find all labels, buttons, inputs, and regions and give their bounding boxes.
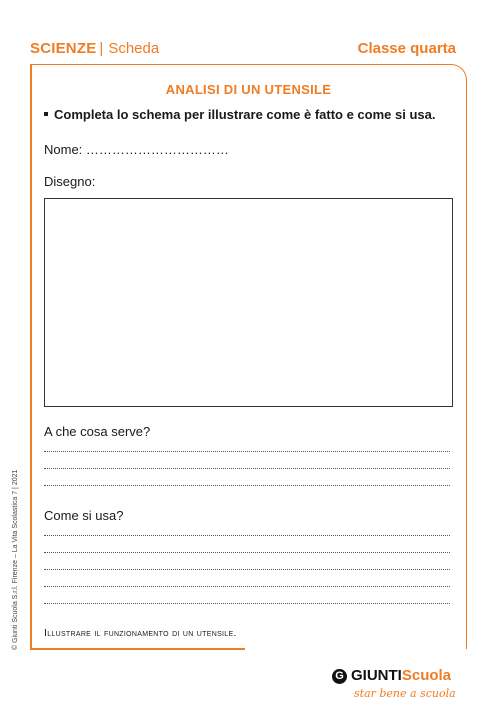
answer-line[interactable] [44, 569, 450, 570]
worksheet-brand [30, 40, 159, 57]
answer-line[interactable] [44, 451, 450, 452]
instruction [44, 107, 435, 122]
footer-note: Illustrare il funzionamento di un utensile. [44, 627, 237, 639]
instruction-text: Completa lo schema per illustrare come è fatto e come si usa. [54, 107, 436, 122]
worksheet-title: ANALISI DI UN UTENSILE [165, 82, 332, 97]
purpose-question: A che cosa serve? [44, 424, 151, 439]
name-field[interactable] [44, 142, 229, 157]
subject-label: SCIENZE [30, 40, 97, 57]
grade-label: Classe quarta [357, 40, 456, 57]
page-header [30, 38, 456, 64]
usage-question: Come si usa? [44, 508, 124, 523]
answer-line[interactable] [44, 586, 450, 587]
bullet-icon [44, 112, 48, 116]
drawing-label: Disegno: [44, 174, 96, 189]
name-label: Nome: [44, 142, 83, 157]
answer-line[interactable] [44, 485, 450, 486]
logo-word-scuola: Scuola [401, 667, 452, 684]
header-separator: | [99, 40, 104, 57]
drawing-box[interactable] [44, 198, 453, 407]
publisher-logo [332, 667, 456, 707]
frame-left-border [30, 64, 32, 649]
logo-word-giunti: GIUNTI [351, 667, 402, 684]
logo-wordmark [351, 667, 451, 684]
logo-g-icon: G [332, 669, 347, 684]
frame-bottom-border [30, 648, 245, 650]
answer-line[interactable] [44, 603, 450, 604]
answer-line[interactable] [44, 468, 450, 469]
sheet-kind-label: Scheda [108, 40, 160, 57]
copyright-notice: © Giunti Scuola S.r.l. Firenze – La Vita Scolastica 7 | 2021 [12, 469, 19, 650]
logo-tagline: star bene a scuola [354, 687, 456, 700]
name-dotted-line[interactable]: …………………………… [85, 142, 229, 157]
answer-line[interactable] [44, 535, 450, 536]
answer-line[interactable] [44, 552, 450, 553]
